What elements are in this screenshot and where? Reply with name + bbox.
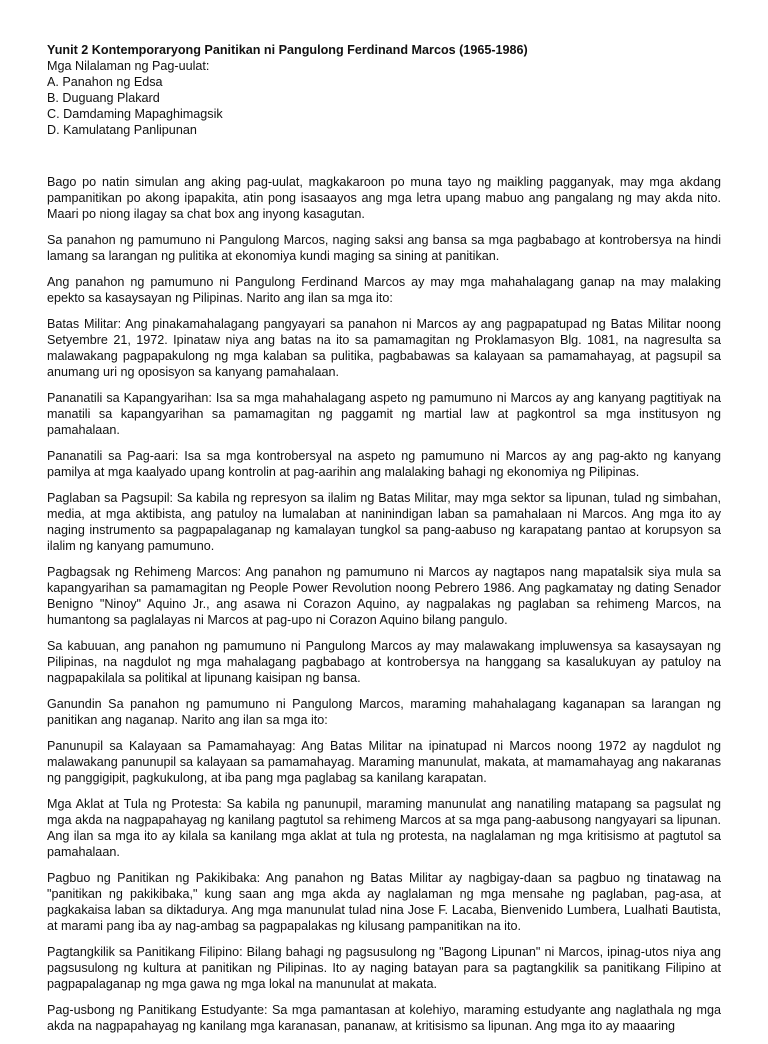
- paragraph-aklat-tula: Mga Aklat at Tula ng Protesta: Sa kabila ng panunupil, maraming manunulat ang nanatiling matapang sa pagsulat ng mga akda na nagpapahayag ng kanilang pagtutol sa rehimeng Marcos at sa mga pang-aabusong nangyayari sa lipunan. Ang ilan sa mga ito ay kilala sa kanilang mga aklat at tula ng protesta, na naglalaman ng mga kritisismo at pagtutol sa pamahalaan.: [47, 797, 721, 859]
- paragraph-estudyante: Pag-usbong ng Panitikang Estudyante: Sa mga pamantasan at kolehiyo, maraming estudyante ang naglathala ng mga akda na nagpapahayag ng kanilang mga karanasan, pananaw, at kritisismo sa lipunan. Ang mga ito ay maaaring: [47, 1003, 721, 1033]
- outline-item-c: C. Damdaming Mapaghimagsik: [47, 107, 223, 121]
- paragraph-kapangyarihan: Pananatili sa Kapangyarihan: Isa sa mga mahahalagang aspeto ng pamumuno ni Marcos ay ang kanyang pagtitiyak na manatili sa kapangyarihan sa pamamagitan ng paggamit ng martial law at pagkontrol sa mga institusyon ng pamahalaan.: [47, 391, 721, 437]
- paragraph-paglaban: Paglaban sa Pagsupil: Sa kabila ng represyon sa ilalim ng Batas Militar, may mga sektor sa lipunan, tulad ng simbahan, media, at mga aktibista, ang patuloy na lumalaban at naninindigan laban sa pamahalaan ni Marcos. Ang mga ito ay naging instrumento sa pagpapalaganap ng kamalayan tungkol sa pang-aabuso ng karapatang pantao at korupsyon sa ilalim ng kanyang pamumuno.: [47, 491, 721, 553]
- paragraph-intro: Bago po natin simulan ang aking pag-uulat, magkakaroon po muna tayo ng maikling pagganyak, may mga akdang pampanitikan po akong ipapakita, atin pong isasaayos ang mga letra upang mabuo ang pangalang ng may akda nito. Maari po niong ilagay sa chat box ang inyong kasagutan.: [47, 175, 721, 221]
- paragraph-pagtangkilik: Pagtangkilik sa Panitikang Filipino: Bilang bahagi ng pagsusulong ng "Bagong Lipunan" ni Marcos, ipinag-utos niya ang pagsusulong ng kultura at panitikan ng Pilipinas. Ito ay naging batayan para sa pagtangkilik sa panitikang Filipino at pagpapalaganap ng mga gawa ng mga lokal na manunulat at makata.: [47, 945, 721, 991]
- outline-item-b: B. Duguang Plakard: [47, 91, 160, 105]
- paragraph-batas-militar: Batas Militar: Ang pinakamahalagang pangyayari sa panahon ni Marcos ay ang pagpapatupad ng Batas Militar noong Setyembre 21, 1972. Ipinataw niya ang batas na ito sa pamamagitan ng Proklamasyon Blg. 1081, na nagresulta sa malawakang pagpapakulong ng mga kalaban sa pulitika, pagbabawas sa kalayaan sa pamamahayag, at pagsupil sa anumang uri ng oposisyon sa kanyang pamahalaan.: [47, 317, 721, 379]
- paragraph-pag-aari: Pananatili sa Pag-aari: Isa sa mga kontrobersyal na aspeto ng pamumuno ni Marcos ay ang pag-akto ng kanyang pamilya at mga kaalyado upang kontrolin at pag-aarihin ang malalaking bahagi ng ekonomiya ng Pilipinas.: [47, 449, 721, 479]
- outline-item-d: D. Kamulatang Panlipunan: [47, 123, 197, 137]
- paragraph-kabuuan: Sa kabuuan, ang panahon ng pamumuno ni Pangulong Marcos ay may malawakang impluwensya sa kasaysayan ng Pilipinas, na nagdulot ng mga mahalagang pagbabago at kontrobersya na hanggang sa kasalukuyan ay patuloy na nagpapakilala sa politikal at lipunang kaisipan ng bansa.: [47, 639, 721, 685]
- paragraph-pakikibaka: Pagbuo ng Panitikan ng Pakikibaka: Ang panahon ng Batas Militar ay nagbigay-daan sa pagbuo ng tinatawag na "panitikan ng pakikibaka," kung saan ang mga akda ay naglalaman ng mga mensahe ng paglaban, pag-asa, at pagkakaisa laban sa diktadurya. Ang mga manunulat tulad nina Jose F. Lacaba, Bienvenido Lumbera, Lualhati Bautista, at marami pang iba ay nag-ambag sa pagpapalakas ng kilusang pampanitikan na ito.: [47, 871, 721, 933]
- document-body: [47, 42, 721, 1044]
- paragraph-pagbagsak: Pagbagsak ng Rehimeng Marcos: Ang panahon ng pamumuno ni Marcos ay nagtapos nang mapatalsik siya mula sa kapangyarihan sa pamamagitan ng People Power Revolution noong Pebrero 1986. Ang pagkamatay ng dating Senador Benigno "Ninoy" Aquino Jr., ang asawa ni Corazon Aquino, ay nagpalakas ng paglaban sa rehimeng Marcos, na humantong sa paglalayas ni Marcos at pag-upo ni Corazon Aquino bilang pangulo.: [47, 565, 721, 627]
- paragraph-overview: Ang panahon ng pamumuno ni Pangulong Ferdinand Marcos ay may mga mahahalagang ganap na may malaking epekto sa kasaysayan ng Pilipinas. Narito ang ilan sa mga ito:: [47, 275, 721, 305]
- document-header: [47, 42, 721, 138]
- paragraph-panunupil: Panunupil sa Kalayaan sa Pamamahayag: Ang Batas Militar na ipinatupad ni Marcos noong 1972 ay nagdulot ng malawakang panunupil sa kalayaan sa pamamahayag. Maraming manunulat, makata, at mamamahayag ang nakaranas ng panggigipit, pagkukulong, at iba pang mga paglabag sa kanilang karapatan.: [47, 739, 721, 785]
- outline-label: Mga Nilalaman ng Pag-uulat:: [47, 59, 210, 73]
- document-title: Yunit 2 Kontemporaryong Panitikan ni Pangulong Ferdinand Marcos (1965-1986): [47, 43, 528, 57]
- outline-item-a: A. Panahon ng Edsa: [47, 75, 163, 89]
- section-gap: [47, 138, 721, 174]
- paragraph-context: Sa panahon ng pamumuno ni Pangulong Marcos, naging saksi ang bansa sa mga pagbabago at kontrobersya na hindi lamang sa larangan ng pulitika at ekonomiya kundi maging sa sining at panitikan.: [47, 233, 721, 263]
- paragraph-panitikan-intro: Ganundin Sa panahon ng pamumuno ni Pangulong Marcos, maraming mahahalagang kaganapan sa larangan ng panitikan ang naganap. Narito ang ilan sa mga ito:: [47, 697, 721, 727]
